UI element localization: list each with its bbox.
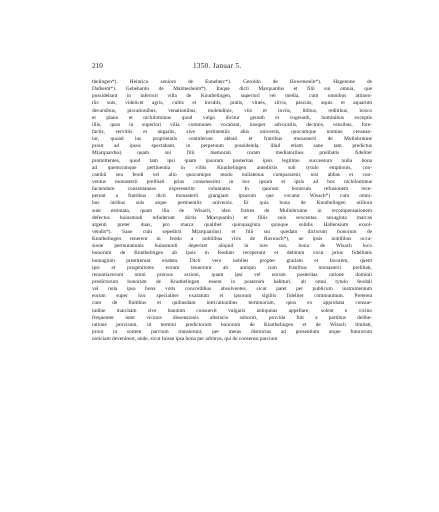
text-line: defectus huiusmodi refuderunt dictis M(arquardo) et filiis suis sexcentas sexaginta marcas <box>92 214 372 221</box>
text-line: promittentes, quod tam ipsi quam ipsorum posteritas ipsis legitime successura nulla bona <box>92 157 372 164</box>
text-line: faciendum consentaneas expresserint voluntates. In quorum bonorum refusionem rece- <box>92 186 372 193</box>
text-line: ipsi et progenitores eorum tenuerunt ab antiquo cum fratribus monasterii prelibati, <box>92 264 372 271</box>
text-line: sione permutationis huiusmodi deperiret aliquid in iure suo, bona de Wisach loco <box>92 243 372 250</box>
page-header <box>92 61 372 71</box>
text-line: ad quemcumque pertinentia in villis Knuthelingen antedictis sub tytulo emptionis, con- <box>92 164 372 171</box>
text-line: bus iuribus suis atque pertinentiis universis. Et quia bona de Knuthelingen utiliora <box>92 200 372 207</box>
text-line: illis, quos in superiori villa communes vocabant, insuper advocatiis, decimis, censibus, fore- <box>92 121 372 128</box>
text-line: vel nota ipsa bona votis concordibus absolventes, sicut patet per publicum instrumentum <box>92 286 372 293</box>
text-line: eorum super hoc specialiter exaratum et ipsorum sigillis fideliter communitum. Preterea <box>92 293 372 300</box>
text-line: vendis*). Sane cum sepedicti M(arquardus) et filii sui quedam dictorum bonorum de <box>92 228 372 235</box>
text-line: bonorum de Knuthelingen ab ipsis in feodum receperunt et debitum sicut prius fidelitatis <box>92 250 372 257</box>
text-line: frequenter inter vicinos dissensionis alteracio suboriri, provida fuit a partibus delibe- <box>92 314 372 321</box>
text-line: tiis suis, videlicet agris, cultis et incultis, pratis, vineis, silvis, pascuis, aquis et aquarum <box>92 100 372 107</box>
text-line: homagium prestiterunt eisdem. Dicti vero nobiles propter gratiam et favorem, quem <box>92 257 372 264</box>
text-line: cambii seu feodi vel alio quocumque modo nullatenus compararent, nisi abbas et con- <box>92 171 372 178</box>
text-line: Dalheim*). Gebehardo de Malmesheim*). Itaque dicti Marquardus et filii sui omnia, que <box>92 86 372 93</box>
text-line: cum de finitibus et quibusdam intricationibus terminorum, quos ex approbata consue- <box>92 300 372 307</box>
text-line: predictorum bonorum de Knuthelingen essent in posterum habituri, ab omni tytulo feodali <box>92 278 372 285</box>
text-line: perunt a fratribus dicti monasterii grangiam ipsorum que vocatur Wisach*) cum omni- <box>92 193 372 200</box>
text-line: renuntiaverunt omni prorsus actioni, quam ipsi vel eorum posteritas ratione dominii <box>92 271 372 278</box>
text-line: decursibus, piscationibus, venationibus, molendinis, viis et inviis, litibus, reditibus, bosco <box>92 107 372 114</box>
text-line: M(arquardus) quam sui filii memorati coram mediatoribus prelibatis fideliter <box>92 150 372 157</box>
running-head: 1350. Januar 5. <box>193 62 242 70</box>
text-line: factis, servitiis et angariis, sive pertinentiis aliis universis, quocumque nomine censean- <box>92 128 372 135</box>
text-line: prout ad ipsos spectabant, in perpetuum possidenda, illud etiam sane tam predictus <box>92 143 372 150</box>
text-line: possidebant in inferiori villa de Knuthelingen, superiori vel media, cum omnibus attinen- <box>92 93 372 100</box>
text-line: thelingen*). Heinrico seniore de Euneberc*). Geroldo de Howensteîn*). Hagenone de <box>92 79 372 85</box>
text-line: prout in sortem parcium transierunt, per metas distinctas ad presentium atque futurorum <box>92 328 372 335</box>
text-line: tur, quoad ius proprietatis contulerunt abbati et fratribus monasterii de Mulinbrunne <box>92 136 372 143</box>
page-number: 210 <box>92 62 103 70</box>
text-line: argenti preter duas, pro marca qualibet quinquaginta quinque solidis Hallensium exsol- <box>92 221 372 228</box>
text-line: noticiam devenirent, unde, sicut fuisse ipsa bona per arbitros, qui de consensu parcium <box>92 336 278 343</box>
text-line: tudine marcham sive bannum consuevit vulgaris antiquitas appellare, solent e vicino <box>92 307 372 314</box>
text-line: et plano et nichilominus quod vulgo dicitur geuuth et vngeuuth, hominibus exceptis <box>92 114 372 121</box>
text-line: sunt estimata, quam illa de Wisach, ideo fratres de Mulinbrunne in recompensationem <box>92 207 372 214</box>
text-line: Knuthelingen tenerent in feodo a nobilibus viris de Roswach*), ne ipsis nobilibus occa- <box>92 236 372 243</box>
body-text <box>92 79 372 343</box>
text-line: ventus monasterii prelibati prius consenserint in hoc ipsum et ipsis ad hoc nichilominus <box>92 178 372 185</box>
text-line: ratione provisum, ut termini predictorum bonorum de Knuthelingen et de Wisach limitati, <box>92 321 372 328</box>
